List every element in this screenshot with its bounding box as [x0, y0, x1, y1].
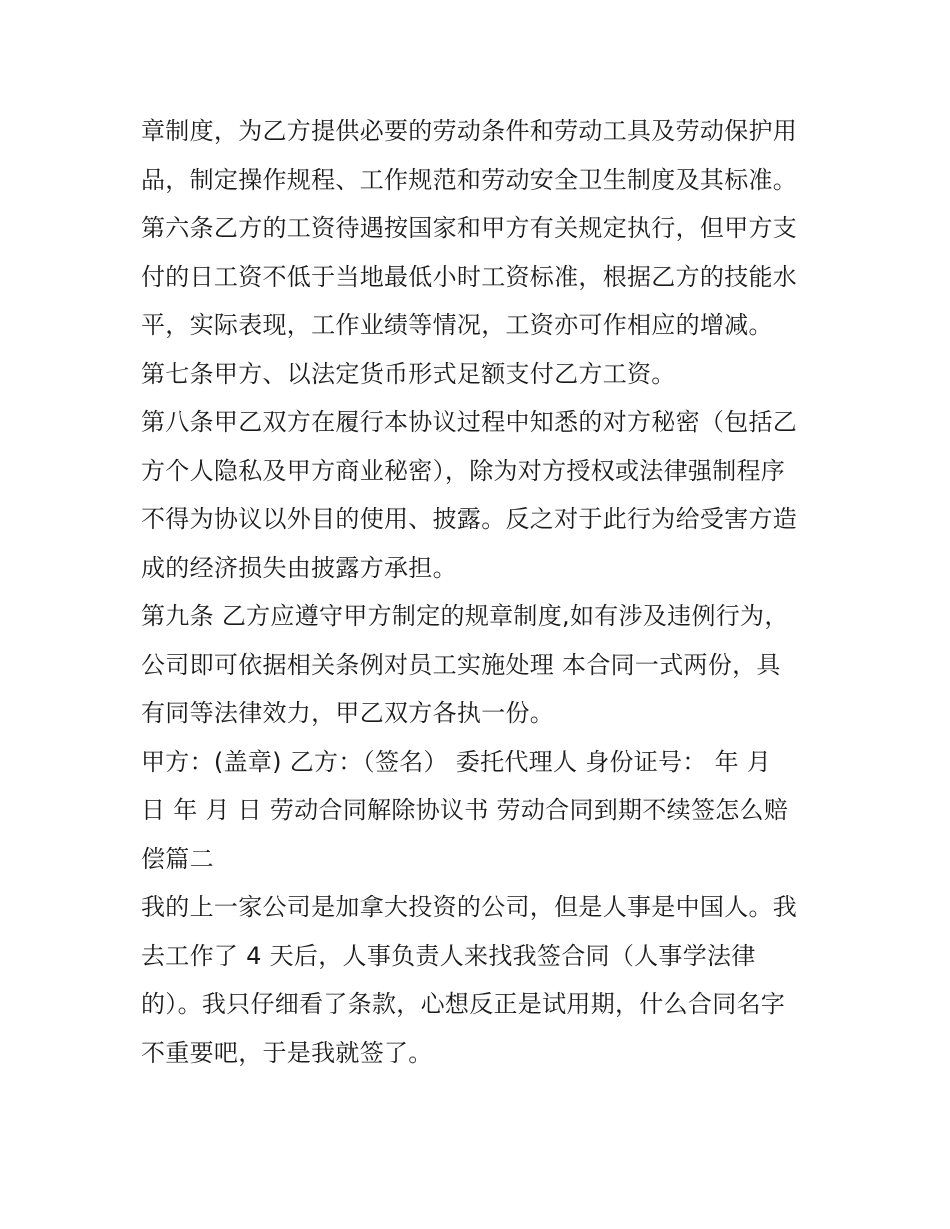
text-line: 有同等法律效力，甲乙双方各执一份。	[141, 699, 555, 727]
document-body	[141, 107, 821, 1077]
text-line: 甲方：(盖章) 乙方：（签名） 委托代理人 身份证号： 年 月	[141, 747, 772, 776]
text-line: 章制度，为乙方提供必要的劳动条件和劳动工具及劳动保护用	[141, 117, 798, 145]
text-line: 方个人隐私及甲方商业秘密），除为对方授权或法律强制程序	[141, 456, 786, 485]
text-line: 第七条甲方、以法定货币形式足额支付乙方工资。	[141, 359, 676, 388]
text-line: 平，实际表现，工作业绩等情况，工资亦可作相应的增减。	[141, 311, 773, 339]
text-line: 不重要吧，于是我就签了。	[141, 1038, 433, 1067]
text-line: 不得为协议以外目的使用、披露。反之对于此行为给受害方造	[141, 505, 798, 533]
text-line: 公司即可依据相关条例对员工实施处理 本合同一式两份，具	[141, 650, 781, 679]
text-line: 品，制定操作规程、工作规范和劳动安全卫生制度及其标准。	[141, 165, 798, 194]
text-line: 去工作了 4 天后，人事负责人来找我签合同（人事学法律	[141, 941, 756, 970]
text-line: 第八条甲乙双方在履行本协议过程中知悉的对方秘密（包括乙	[141, 408, 798, 436]
text-line: 付的日工资不低于当地最低小时工资标准，根据乙方的技能水	[141, 262, 798, 291]
text-line: 第九条 乙方应遵守甲方制定的规章制度,如有涉及违例行为，	[141, 602, 789, 630]
text-line: 第六条乙方的工资待遇按国家和甲方有关规定执行，但甲方支	[141, 214, 798, 242]
text-line: 日 年 月 日 劳动合同解除协议书 劳动合同到期不续签怎么赔	[141, 796, 789, 824]
text-line: 我的上一家公司是加拿大投资的公司，但是人事是中国人。我	[141, 893, 798, 921]
text-line: 偿篇二	[141, 844, 214, 873]
text-line: 的）。我只仔细看了条款，心想反正是试用期，什么合同名字	[141, 990, 786, 1018]
text-line: 成的经济损失由披露方承担。	[141, 553, 457, 582]
